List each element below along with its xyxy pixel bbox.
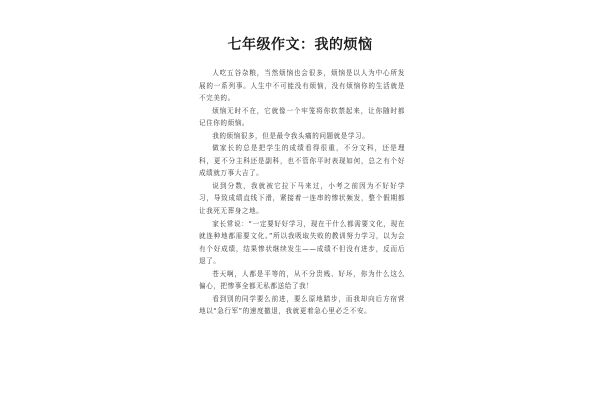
paragraph-8: 看到别的同学要么前进，要么原地踏步，而我却向后方宿营地以“急行军”的速度撤退，我就更着急心里必乏不安。 xyxy=(199,294,405,316)
paragraph-2: 烦恼无时不在，它就像一个牢笼将你软禁起来，让你随时都记住你的烦恼。 xyxy=(199,106,405,128)
paragraph-6: 家长常说：“一定要好好学习，现在干什么都需要文化，现在就连种地都需要文化。”所以我吸取失败的教训努力学习，以为会有个好成绩，结果惨状继续发生——成绩不但没有进步，反而后退了。 xyxy=(199,219,405,266)
paragraph-7: 苍天啊，人都是平等的，从不分贵贱、好坏，你为什么这么偏心，把惨事全都无私都送给了我！ xyxy=(199,269,405,291)
essay-title: 七年级作文：我的烦恼 xyxy=(227,37,373,53)
paragraph-1: 人吃五谷杂粮，当然烦恼也会很多，烦恼是以人为中心所发展的一系列事。人生中不可能没有烦恼，没有烦恼你的生活就是不完美的。 xyxy=(199,69,405,103)
paragraph-5: 说到分数，我就被它拉下马来过，小考之前因为不好好学习，导致成绩直线下滑，紧接着一连串的惨状频发，整个假期都让我死无葬身之地。 xyxy=(199,181,405,216)
essay-body xyxy=(199,67,405,318)
paragraph-4: 做家长的总是把学生的成绩看得很重，不分文科，还是理科，更不分主科还是副科，也不管你平时表现如何，总之有个好成绩就万事大吉了。 xyxy=(199,144,405,178)
paragraph-3: 我的烦恼很多，但是最令我头痛的问题就是学习。 xyxy=(212,131,370,140)
